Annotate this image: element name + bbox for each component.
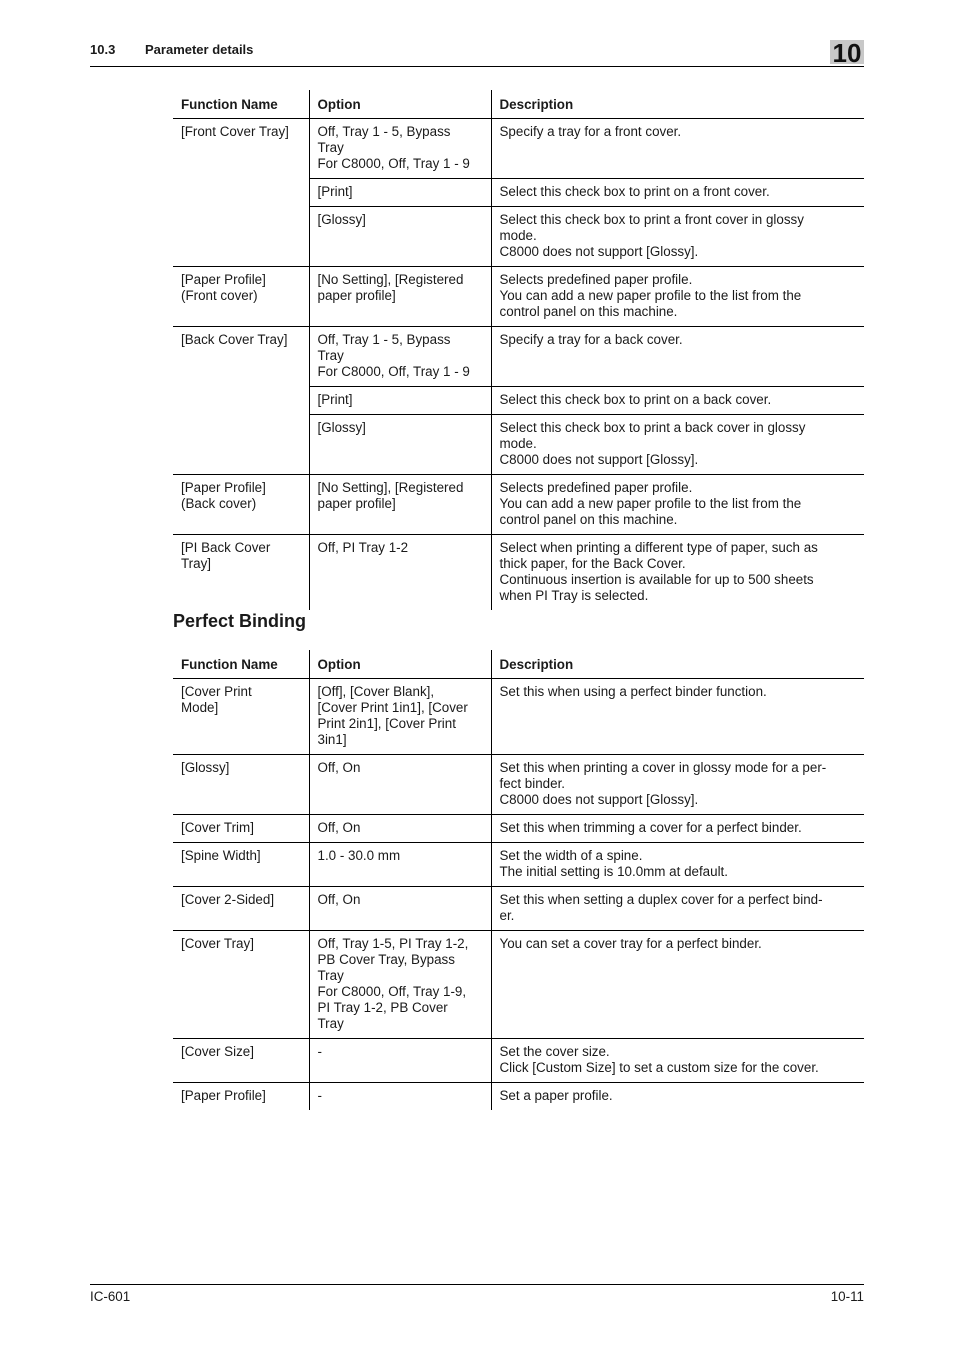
function-name-cell: [PI Back Cover Tray] bbox=[181, 540, 271, 571]
option-cell: Off, Tray 1 - 5, Bypass Tray For C8000, Off, Tray 1 - 9 bbox=[309, 119, 491, 179]
description-cell: Select this check box to print a front cover in glossy mode. C8000 does not support [Glossy]. bbox=[491, 207, 864, 267]
table-row bbox=[173, 887, 864, 931]
option-cell: Off, PI Tray 1-2 bbox=[309, 535, 491, 611]
table-row bbox=[173, 931, 864, 1039]
function-name-cell: [Spine Width] bbox=[173, 843, 309, 887]
description-cell: You can set a cover tray for a perfect binder. bbox=[491, 931, 864, 1039]
option-cell: [No Setting], [Registered paper profile] bbox=[309, 475, 491, 535]
option-cell: Off, On bbox=[309, 815, 491, 843]
description-cell: Selects predefined paper profile. You can add a new paper profile to the list from the control panel on this machine. bbox=[491, 475, 864, 535]
function-name-cell: [Paper Profile] (Back cover) bbox=[173, 475, 309, 535]
perfect-binding-table bbox=[173, 650, 864, 1110]
option-cell: - bbox=[309, 1083, 491, 1111]
table-header-row bbox=[173, 90, 864, 119]
function-name-cell: [Back Cover Tray] bbox=[173, 327, 309, 475]
option-cell: [No Setting], [Registered paper profile] bbox=[309, 267, 491, 327]
description-cell: Set this when printing a cover in glossy mode for a per- fect binder. C8000 does not support [Glossy]. bbox=[491, 755, 864, 815]
option-cell: Off, Tray 1-5, PI Tray 1-2, PB Cover Tray, Bypass Tray For C8000, Off, Tray 1-9, PI Tray 1-2, PB Cover Tray bbox=[309, 931, 491, 1039]
table-row bbox=[173, 267, 864, 327]
table-row bbox=[173, 327, 864, 387]
column-header-function-name: Function Name bbox=[173, 650, 309, 679]
option-cell: Off, On bbox=[309, 887, 491, 931]
cover-tray-table bbox=[173, 90, 864, 610]
table-row bbox=[173, 1039, 864, 1083]
option-cell: [Print] bbox=[309, 179, 491, 207]
function-name-cell: [Paper Profile] (Front cover) bbox=[173, 267, 309, 327]
section-title: Parameter details bbox=[145, 42, 254, 57]
column-header-option: Option bbox=[309, 90, 491, 119]
function-name-cell: [Cover Tray] bbox=[173, 931, 309, 1039]
description-cell: Specify a tray for a back cover. bbox=[491, 327, 864, 387]
option-cell: - bbox=[309, 1039, 491, 1083]
page-header bbox=[90, 38, 864, 67]
description-cell: Set this when using a perfect binder function. bbox=[491, 679, 864, 755]
column-header-description: Description bbox=[491, 650, 864, 679]
column-header-description: Description bbox=[491, 90, 864, 119]
option-cell: Off, Tray 1 - 5, Bypass Tray For C8000, Off, Tray 1 - 9 bbox=[309, 327, 491, 387]
table-header-row bbox=[173, 650, 864, 679]
description-cell: Specify a tray for a front cover. bbox=[491, 119, 864, 179]
table-row bbox=[173, 755, 864, 815]
chapter-number-badge: 10 bbox=[830, 40, 864, 64]
table-row bbox=[173, 843, 864, 887]
description-cell: Select when printing a different type of paper, such as thick paper, for the Back Cover. Continuous insertion is available for up to 500 sheets when PI Tray is selected. bbox=[491, 535, 864, 611]
column-header-option: Option bbox=[309, 650, 491, 679]
option-cell: [Off], [Cover Blank], [Cover Print 1in1], [Cover Print 2in1], [Cover Print 3in1] bbox=[309, 679, 491, 755]
model-name: IC-601 bbox=[90, 1289, 131, 1304]
table-row bbox=[173, 679, 864, 755]
function-name-cell: [Cover Trim] bbox=[173, 815, 309, 843]
description-cell: Set this when setting a duplex cover for a perfect bind- er. bbox=[491, 887, 864, 931]
option-cell: [Glossy] bbox=[309, 415, 491, 475]
description-cell: Select this check box to print on a back cover. bbox=[491, 387, 864, 415]
table-row bbox=[173, 535, 864, 611]
option-cell: [Glossy] bbox=[309, 207, 491, 267]
perfect-binding-heading: Perfect Binding bbox=[173, 611, 307, 631]
column-header-function-name: Function Name bbox=[173, 90, 309, 119]
table-row bbox=[173, 1083, 864, 1111]
description-cell: Select this check box to print on a front cover. bbox=[491, 179, 864, 207]
function-name-cell: [Cover 2-Sided] bbox=[173, 887, 309, 931]
function-name-cell: [Cover Size] bbox=[173, 1039, 309, 1083]
description-cell: Select this check box to print a back cover in glossy mode. C8000 does not support [Glossy]. bbox=[491, 415, 864, 475]
page-footer bbox=[90, 1284, 864, 1315]
table-row bbox=[173, 815, 864, 843]
function-name-cell: [Paper Profile] bbox=[181, 1088, 266, 1103]
function-name-cell: [Front Cover Tray] bbox=[173, 119, 309, 267]
function-name-cell: [Cover Print Mode] bbox=[173, 679, 309, 755]
description-cell: Set a paper profile. bbox=[491, 1083, 864, 1111]
option-cell: Off, On bbox=[309, 755, 491, 815]
page-number: 10-11 bbox=[830, 1289, 864, 1304]
section-number: 10.3 bbox=[90, 42, 116, 57]
description-cell: Set this when trimming a cover for a perfect binder. bbox=[491, 815, 864, 843]
option-cell: [Print] bbox=[309, 387, 491, 415]
description-cell: Set the cover size. Click [Custom Size] to set a custom size for the cover. bbox=[491, 1039, 864, 1083]
table-row bbox=[173, 475, 864, 535]
option-cell: 1.0 - 30.0 mm bbox=[309, 843, 491, 887]
function-name-cell: [Glossy] bbox=[173, 755, 309, 815]
table-row bbox=[173, 119, 864, 179]
description-cell: Selects predefined paper profile. You can add a new paper profile to the list from the control panel on this machine. bbox=[491, 267, 864, 327]
description-cell: Set the width of a spine. The initial setting is 10.0mm at default. bbox=[491, 843, 864, 887]
